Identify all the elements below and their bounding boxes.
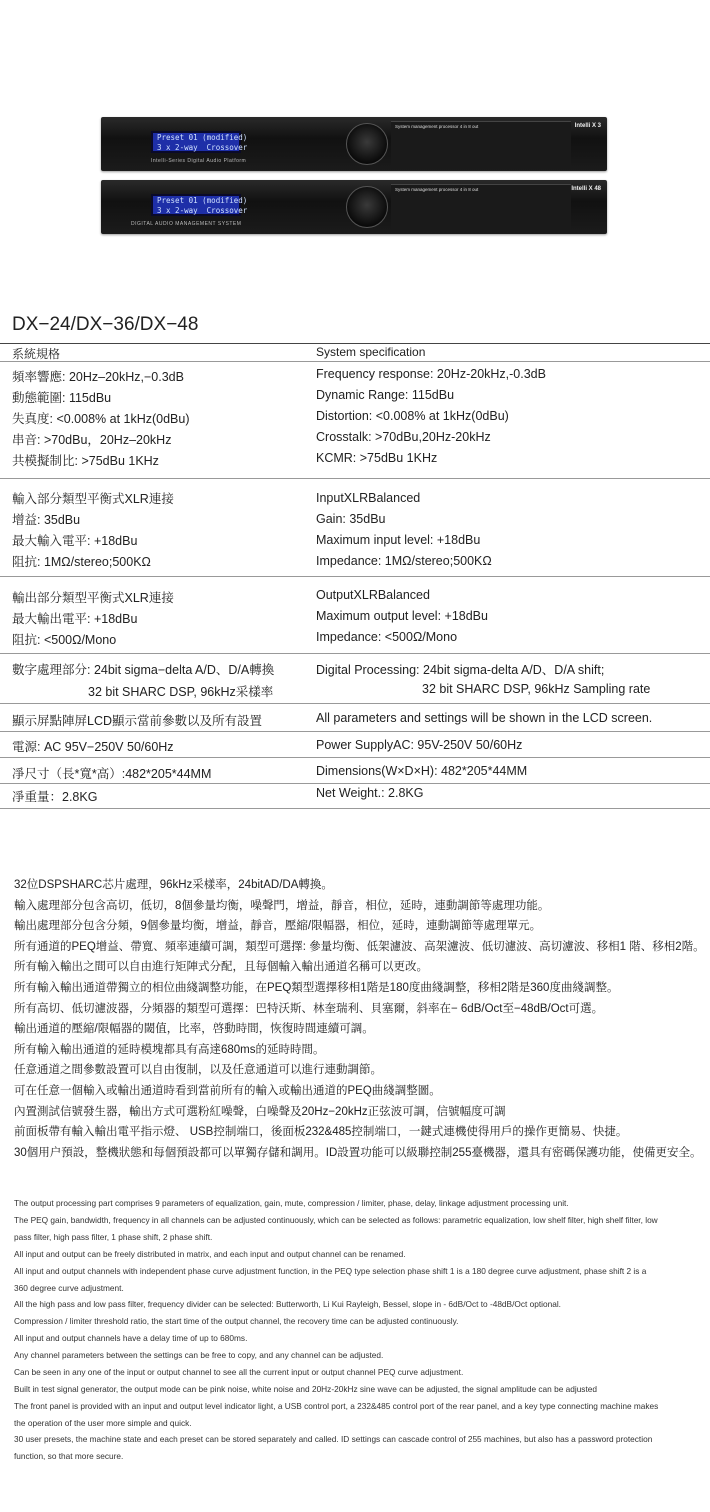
spec-en-line: Crosstalk: >70dBu,20Hz-20kHz <box>316 430 491 444</box>
feature-en-item: The PEQ gain, bandwidth, frequency in all channels can be adjusted continuously, which can be selected as follows: parametric equalization, low shelf filter, high shelf filter, low <box>14 1215 658 1225</box>
spec-cn-line: 動態範圍: 115dBu <box>12 391 112 405</box>
model-badge: Intelli X 3 <box>574 123 601 129</box>
spec-cn-line: 數字處理部分: 24bit sigma−delta A/D、D/A轉換 <box>12 663 275 677</box>
feature-cn-item: 任意通道之間參數設置可以自由復制，以及任意通道可以進行連動調節。 <box>14 1064 382 1077</box>
lcd-display <box>151 131 248 153</box>
brand-line: Intelli-Series Digital Audio Platform <box>151 158 247 164</box>
divider <box>0 808 710 809</box>
panel-title: System management processor 4 in 8 out <box>395 187 479 192</box>
rotary-knob <box>346 123 388 165</box>
divider <box>0 757 710 758</box>
feature-cn-item: 所有通道的PEQ增益、帶寬、頻率連續可調，類型可選擇: 參量均衡、低架濾波、高架濾波、低切濾波、高切濾波、移相1 階、移相2階。 <box>14 940 705 953</box>
feature-en-item: Built in test signal generator, the output mode can be pink noise, white noise and 20Hz-20kHz sine wave can be adjusted, the signal amplitude can be adjusted <box>14 1384 597 1394</box>
spec-en-line: Frequency response: 20Hz-20kHz,-0.3dB <box>316 367 546 381</box>
divider <box>0 703 710 704</box>
spec-cn-line: 阻抗: 1MΩ/stereo;500KΩ <box>12 555 151 569</box>
spec-header-cn: 系統規格 <box>12 347 61 361</box>
feature-cn-item: 內置測試信號發生器，輸出方式可選粉紅噪聲，白噪聲及20Hz−20kHz正弦波可調，信號幅度可調 <box>14 1105 506 1118</box>
spec-en-line: Digital Processing: 24bit sigma-delta A/D、D/A shift; <box>316 663 605 677</box>
product-image <box>0 0 710 300</box>
spec-en-line: Gain: 35dBu <box>316 512 386 526</box>
spec-cn-line: 最大輸入電平: +18dBu <box>12 534 138 548</box>
spec-cn-line: 輸入部分類型平衡式XLR連接 <box>12 492 174 506</box>
feature-cn-item: 所有輸入輸出通道帶獨立的相位曲綫調整功能，在PEQ類型選擇移相1階是180度曲綫調整，移相2階是360度曲綫調整。 <box>14 982 619 994</box>
spec-lcd-cn: 顯示屏點陣屏LCD顯示當前參數以及所有設置 <box>12 714 263 728</box>
feature-en-item: All the high pass and low pass filter, frequency divider can be selected: Butterworth, Li Kui Rayleigh, Bessel, slope in - 6dB/Oct to -48dB/Oct optional. <box>14 1299 561 1309</box>
feature-en-item: All input and output can be freely distributed in matrix, and each input and output channel can be renamed. <box>14 1249 406 1259</box>
feature-en-item: All input and output channels with independent phase curve adjustment function, in the PEQ type selection phase shift 1 is a 180 degree curve adjustment, phase shift 2 is a <box>14 1266 647 1276</box>
spec-power-cn: 電源: AC 95V−250V 50/60Hz <box>12 740 174 754</box>
feature-en-item: Any channel parameters between the settings can be free to copy, and any channel can be adjusted. <box>14 1350 384 1360</box>
spec-lcd-en: All parameters and settings will be shown in the LCD screen. <box>316 711 653 725</box>
feature-en-item: 30 user presets, the machine state and each preset can be stored separately and called. ID settings can cascade control of 255 machines, but also has a password protection <box>14 1434 653 1444</box>
spec-power-en: Power SupplyAC: 95V-250V 50/60Hz <box>316 738 523 752</box>
level-meter-panel <box>391 121 571 168</box>
divider <box>0 343 710 344</box>
feature-cn-item: 可在任意一個輸入或輸出通道時看到當前所有的輸入或輸出通道的PEQ曲綫調整圖。 <box>14 1085 441 1097</box>
feature-en-item: the operation of the user more simple and quick. <box>14 1418 192 1428</box>
lcd-line-2: 3 x 2-way Crossover <box>157 143 248 152</box>
divider <box>0 361 710 362</box>
brand-line: DIGITAL AUDIO MANAGEMENT SYSTEM <box>131 221 242 227</box>
spec-cn-line: 串音: >70dBu，20Hz–20kHz <box>12 433 172 447</box>
feature-cn-item: 32位DSPSHARC芯片處理，96kHz采樣率，24bitAD/DA轉換。 <box>14 879 333 891</box>
feature-en-item: function, so that more secure. <box>14 1451 124 1461</box>
processor-unit-bottom <box>101 180 607 234</box>
spec-cn-line: 失真度: <0.008% at 1kHz(0dBu) <box>12 412 190 426</box>
spec-cn-line: 最大輸出電平: +18dBu <box>12 612 138 626</box>
lcd-line-1: Preset 01 (modified) <box>157 133 248 142</box>
feature-en-item: 360 degree curve adjustment. <box>14 1283 124 1293</box>
feature-cn-item: 30個用户預設，整機狀態和每個預設都可以單獨存儲和調用。ID設置功能可以級聯控制255臺機器，還具有密碼保護功能，使備更安全。 <box>14 1146 702 1159</box>
model-badge: Intelli X 48 <box>571 186 601 192</box>
spec-en-line: 32 bit SHARC DSP, 96kHz Sampling rate <box>422 682 651 696</box>
feature-cn-item: 輸入處理部分包含高切，低切，8個參量均衡，噪聲門，增益，靜音，相位，延時，連動調節等處理功能。 <box>14 899 550 912</box>
feature-cn-item: 輸出通道的壓縮/限幅器的閾值，比率，啓動時間，恢復時間連續可調。 <box>14 1023 374 1036</box>
spec-cn-line: 增益: 35dBu <box>12 513 81 527</box>
spec-header-en: System specification <box>316 345 426 359</box>
level-meter-panel <box>391 184 571 231</box>
spec-en-line: Maximum input level: +18dBu <box>316 533 481 547</box>
feature-cn-item: 所有高切、低切濾波器，分頻器的類型可選擇：巴特沃斯、林奎瑞利、貝塞爾，斜率在− 6dB/Oct至−48dB/Oct可選。 <box>14 1002 604 1015</box>
divider <box>0 731 710 732</box>
spec-en-line: InputXLRBalanced <box>316 491 421 505</box>
lcd-line-1: Preset 01 (modified) <box>157 196 248 205</box>
feature-en-item: pass filter, high pass filter, 1 phase shift, 2 phase shift. <box>14 1232 213 1242</box>
divider <box>0 653 710 654</box>
feature-en-item: The front panel is provided with an input and output level indicator light, a USB control port, a 232&485 control port of the rear panel, and a key type connecting machine makes <box>14 1401 659 1411</box>
feature-cn-item: 所有輸入輸出之間可以自由進行矩陣式分配，且每個輸入輸出通道名稱可以更改。 <box>14 961 428 974</box>
feature-en-item: Can be seen in any one of the input or output channel to see all the current input or output channel PEQ curve adjustment. <box>14 1367 464 1377</box>
lcd-line-2: 3 x 2-way Crossover <box>157 206 248 215</box>
spec-weight-cn: 凈重量：2.8KG <box>12 790 98 804</box>
lcd-display <box>151 194 248 216</box>
spec-cn-line: 輸出部分類型平衡式XLR連接 <box>12 591 174 605</box>
divider <box>0 576 710 577</box>
spec-en-line: KCMR: >75dBu 1KHz <box>316 451 438 465</box>
spec-cn-line: 頻率響應: 20Hz–20kHz,−0.3dB <box>12 370 184 384</box>
feature-en-item: All input and output channels have a delay time of up to 680ms. <box>14 1333 248 1343</box>
feature-en-item: The output processing part comprises 9 parameters of equalization, gain, mute, compression / limiter, phase, delay, linkage adjustment processing unit. <box>14 1198 569 1208</box>
feature-cn-item: 前面板帶有輸入輸出電平指示燈、 USB控制端口，後面板232&485控制端口，一鍵式連機使得用戶的操作更簡易、快捷。 <box>14 1126 628 1139</box>
panel-title: System management processor 4 in 8 out <box>395 124 479 129</box>
spec-cn-line: 共模擬制比: >75dBu 1KHz <box>12 454 159 468</box>
spec-en-line: Dynamic Range: 115dBu <box>316 388 455 402</box>
spec-dimensions-cn: 凈尺寸（長*寬*高）:482*205*44MM <box>12 767 212 781</box>
feature-cn-item: 所有輸入輸出通道的延時模塊都具有高達680ms的延時時間。 <box>14 1043 325 1056</box>
spec-en-line: Impedance: <500Ω/Mono <box>316 630 458 644</box>
processor-unit-top <box>101 117 607 171</box>
divider <box>0 478 710 479</box>
spec-en-line: Distortion: <0.008% at 1kHz(0dBu) <box>316 409 509 423</box>
feature-cn-item: 輸出處理部分包含分頻，9個參量均衡，增益，靜音，壓縮/限幅器，相位，延時，連動調節等處理單元。 <box>14 920 542 933</box>
spec-cn-line: 32 bit SHARC DSP, 96kHz采樣率 <box>88 685 274 699</box>
spec-dimensions-en: Dimensions(W×D×H): 482*205*44MM <box>316 764 528 778</box>
page-title: DX−24/DX−36/DX−48 <box>12 314 199 335</box>
spec-en-line: OutputXLRBalanced <box>316 588 430 602</box>
spec-cn-line: 阻抗: <500Ω/Mono <box>12 633 117 647</box>
spec-en-line: Impedance: 1MΩ/stereo;500KΩ <box>316 554 492 568</box>
feature-en-item: Compression / limiter threshold ratio, the start time of the output channel, the recovery time can be adjusted continuously. <box>14 1316 459 1326</box>
spec-weight-en: Net Weight.: 2.8KG <box>316 786 424 800</box>
divider <box>0 783 710 784</box>
spec-en-line: Maximum output level: +18dBu <box>316 609 488 623</box>
rotary-knob <box>346 186 388 228</box>
